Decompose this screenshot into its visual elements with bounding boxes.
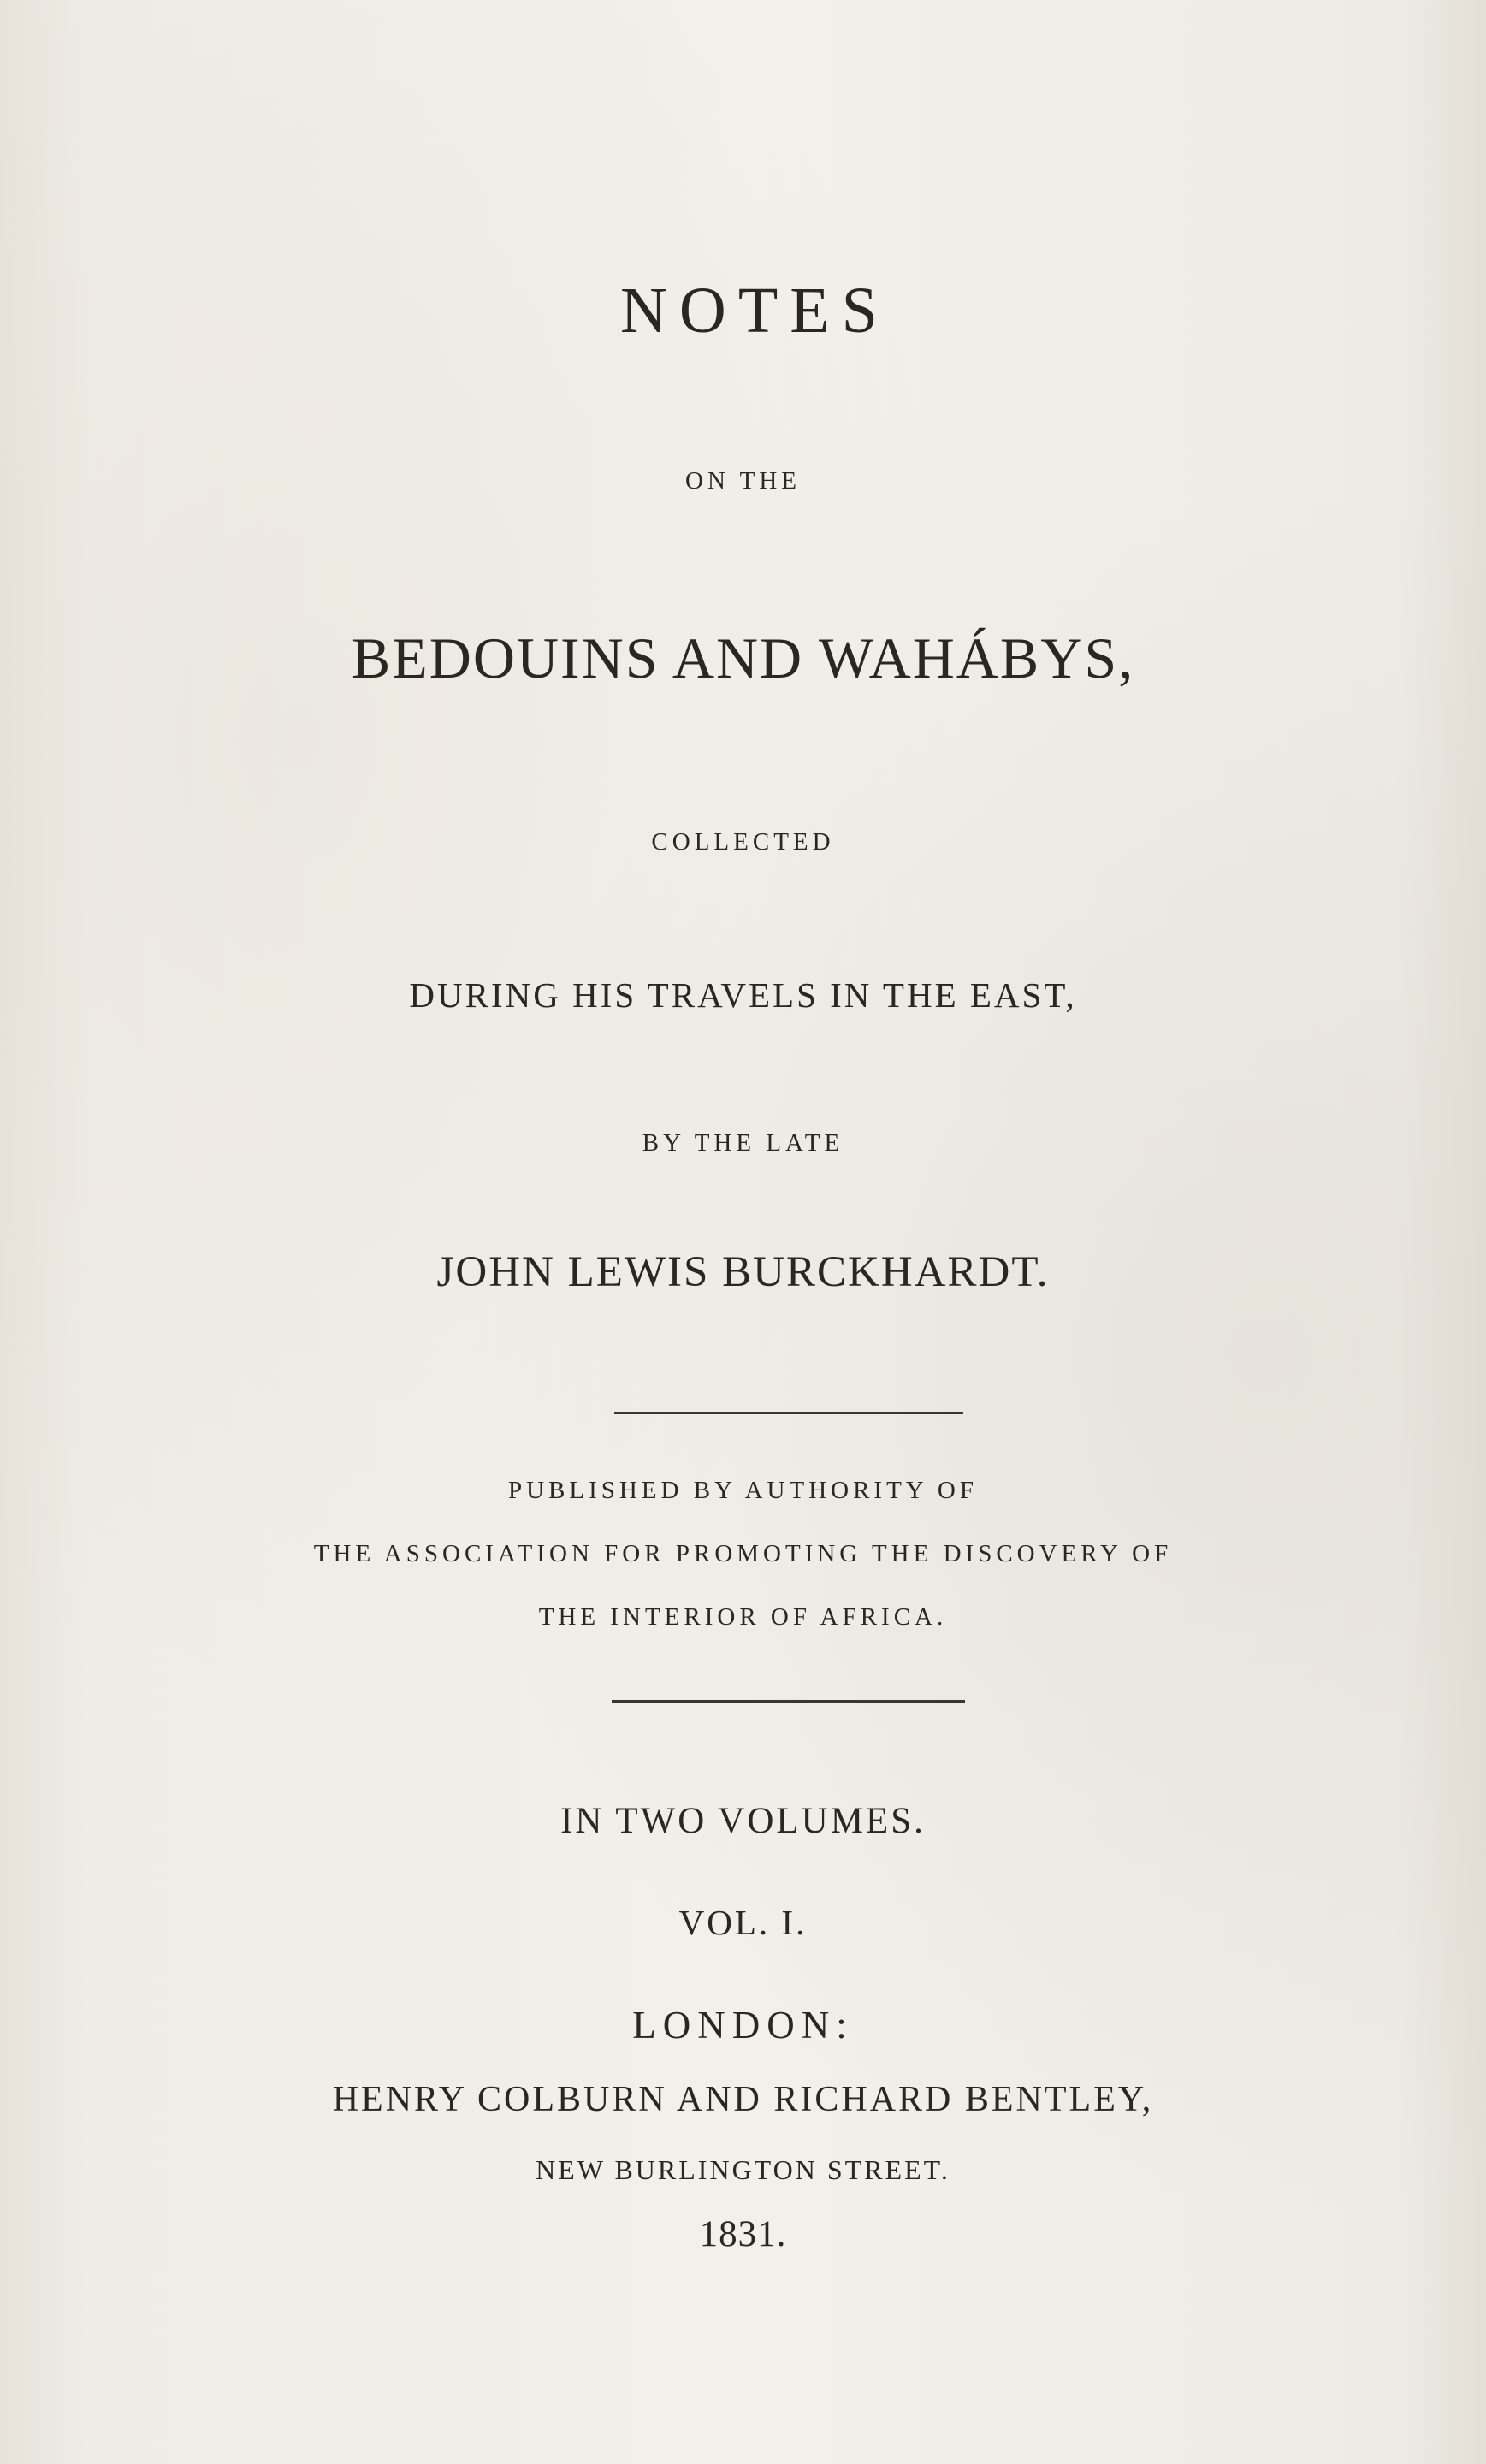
author-name: JOHN LEWIS BURCKHARDT.: [436, 1248, 1050, 1296]
published-line: THE ASSOCIATION FOR PROMOTING THE DISCOVERY OF: [313, 1540, 1173, 1567]
publisher-street: NEW BURLINGTON STREET.: [536, 2154, 950, 2185]
book-title: NOTES: [620, 275, 890, 346]
by-the-late-line: BY THE LATE: [642, 1129, 844, 1157]
divider-rule: [612, 1700, 965, 1703]
published-line: PUBLISHED BY AUTHORITY OF: [507, 1477, 978, 1504]
collected-line: COLLECTED: [651, 828, 835, 856]
published-line: THE INTERIOR OF AFRICA.: [538, 1603, 948, 1631]
imprint-city: LONDON:: [632, 2004, 854, 2046]
on-the-line: ON THE: [685, 467, 801, 495]
book-subtitle: BEDOUINS AND WAHÁBYS,: [351, 625, 1135, 690]
during-travels-line: DURING HIS TRAVELS IN THE EAST,: [409, 975, 1077, 1015]
publication-year: 1831.: [699, 2214, 787, 2254]
publisher-name: HENRY COLBURN AND RICHARD BENTLEY,: [332, 2080, 1154, 2119]
divider-rule: [614, 1412, 963, 1414]
volume-number: VOL. I.: [678, 1903, 808, 1942]
volumes-line: IN TWO VOLUMES.: [560, 1801, 926, 1841]
